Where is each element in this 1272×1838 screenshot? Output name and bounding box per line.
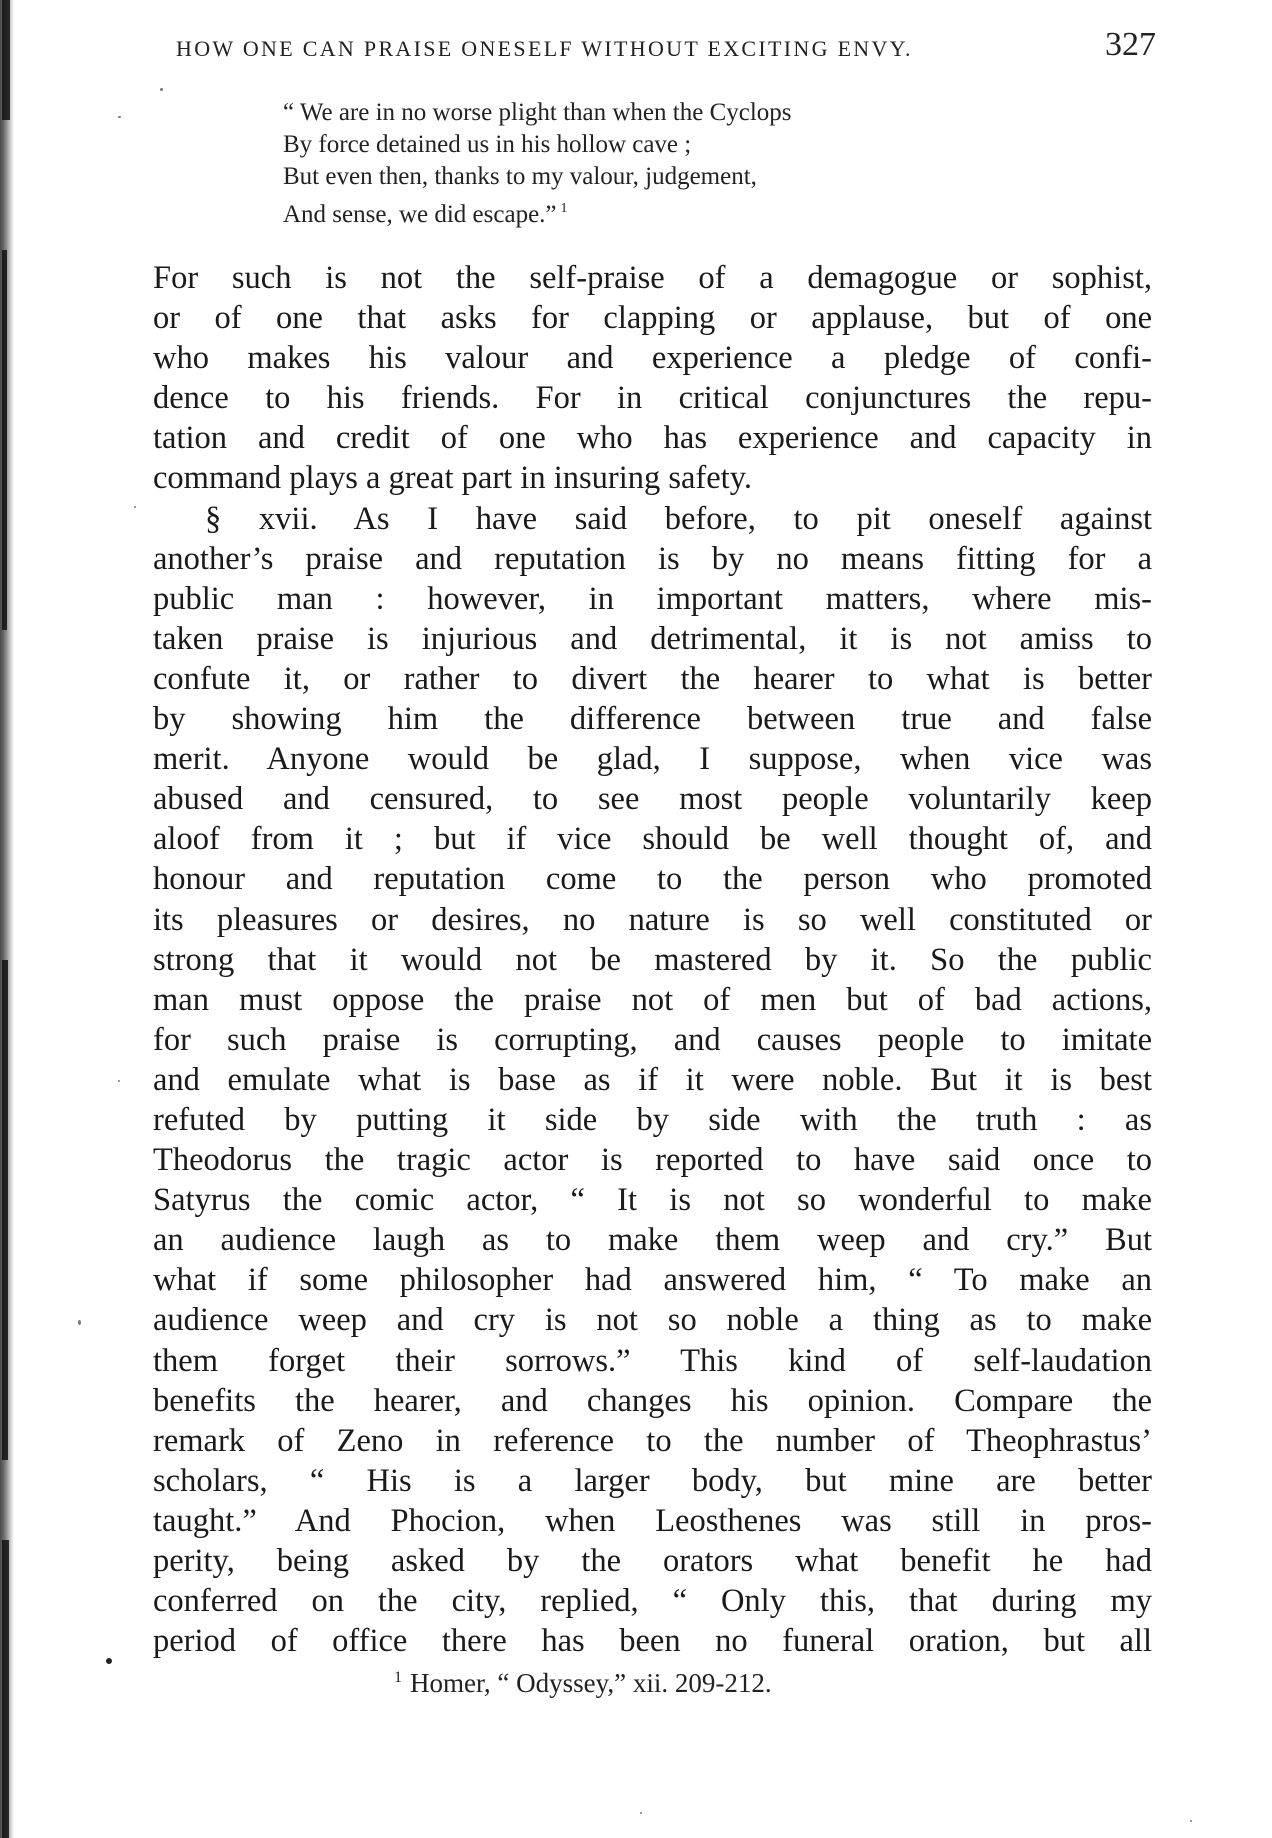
footnote [394,1668,772,1699]
text-line: what if some philosopher had answered him, “ To make an [153,1262,1152,1299]
scan-speck [106,1658,112,1664]
footnote-reference: 1 [560,201,568,216]
text-line: or of one that asks for clapping or applause, but of one [153,300,1152,337]
scan-speck [640,1812,642,1814]
text-line: command plays a great part in insuring safety. [153,460,752,497]
text-line: audience weep and cry is not so noble a thing as to make [153,1302,1152,1339]
text-line: confute it, or rather to divert the hearer to what is better [153,660,1152,697]
text-line: and emulate what is base as if it were noble. But it is best [153,1061,1152,1098]
scan-speck [78,1320,81,1325]
text-line: abused and censured, to see most people voluntarily keep [153,781,1152,818]
text-line: who makes his valour and experience a pledge of confi- [153,340,1152,377]
text-line: taught.” And Phocion, when Leosthenes was still in pros- [153,1502,1152,1539]
verse-line: By force detained us in his hollow cave ; [283,131,692,158]
text-line: its pleasures or desires, no nature is so well constituted or [153,901,1152,938]
text-line: dence to his friends. For in critical conjunctures the repu- [153,380,1152,417]
text-line: perity, being asked by the orators what benefit he had [153,1543,1152,1579]
scan-speck [134,506,136,508]
scan-speck [118,116,121,118]
verse-line-text: And sense, we did escape.” [283,201,557,228]
text-line: an audience laugh as to make them weep and cry.” But [153,1222,1152,1259]
footnote-marker: 1 [394,1669,402,1686]
text-line: strong that it would not be mastered by it. So the public [153,941,1152,978]
text-line: merit. Anyone would be glad, I suppose, when vice was [153,741,1152,778]
scan-speck [118,1080,120,1082]
binding-edge-segment [2,250,7,630]
text-line: refuted by putting it side by side with the truth : as [153,1101,1152,1138]
binding-edge-segment [2,960,8,1460]
text-line: honour and reputation come to the person who promoted [153,861,1152,898]
binding-edge-segment [2,1540,9,1838]
text-line: them forget their sorrows.” This kind of self-laudation [153,1342,1152,1379]
page-number: 327 [1105,26,1156,63]
text-line: period of office there has been no funeral oration, but all [153,1623,1152,1660]
page-header [176,22,1156,66]
text-line: Satyrus the comic actor, “ It is not so wonderful to make [153,1182,1152,1219]
text-line: For such is not the self-praise of a demagogue or sophist, [153,260,1152,296]
section-start-line: § xvii. As I have said before, to pit oneself against [205,500,1152,537]
binding-edge-segment [2,0,10,120]
text-line: tation and credit of one who has experience and capacity in [153,420,1152,457]
text-line: aloof from it ; but if vice should be well thought of, and [153,821,1152,858]
scan-speck [160,88,163,91]
text-line: public man : however, in important matters, where mis- [153,580,1152,617]
verse-line [283,193,1083,231]
verse-line: “ We are in no worse plight than when the Cyclops [283,99,792,126]
text-line: remark of Zeno in reference to the number of Theophrastus’ [153,1422,1152,1459]
verse-quotation [283,97,1083,231]
text-line: by showing him the difference between true and false [153,701,1152,738]
text-line: man must oppose the praise not of men but of bad actions, [153,981,1152,1018]
footnote-text: Homer, “ Odyssey,” xii. 209-212. [410,1668,772,1698]
text-line: conferred on the city, replied, “ Only this, that during my [153,1583,1152,1620]
text-line: Theodorus the tragic actor is reported to have said once to [153,1142,1152,1179]
text-line: scholars, “ His is a larger body, but mine are better [153,1462,1152,1499]
text-line: taken praise is injurious and detrimental, it is not amiss to [153,620,1152,657]
text-line: another’s praise and reputation is by no means fitting for a [153,540,1152,577]
body-text [153,258,1152,1661]
scan-speck [1190,1820,1192,1822]
running-title: HOW ONE CAN PRAISE ONESELF WITHOUT EXCITING ENVY. [176,36,913,61]
text-line: for such praise is corrupting, and causes people to imitate [153,1021,1152,1058]
text-line: benefits the hearer, and changes his opinion. Compare the [153,1382,1152,1419]
verse-line: But even then, thanks to my valour, judgement, [283,163,757,190]
